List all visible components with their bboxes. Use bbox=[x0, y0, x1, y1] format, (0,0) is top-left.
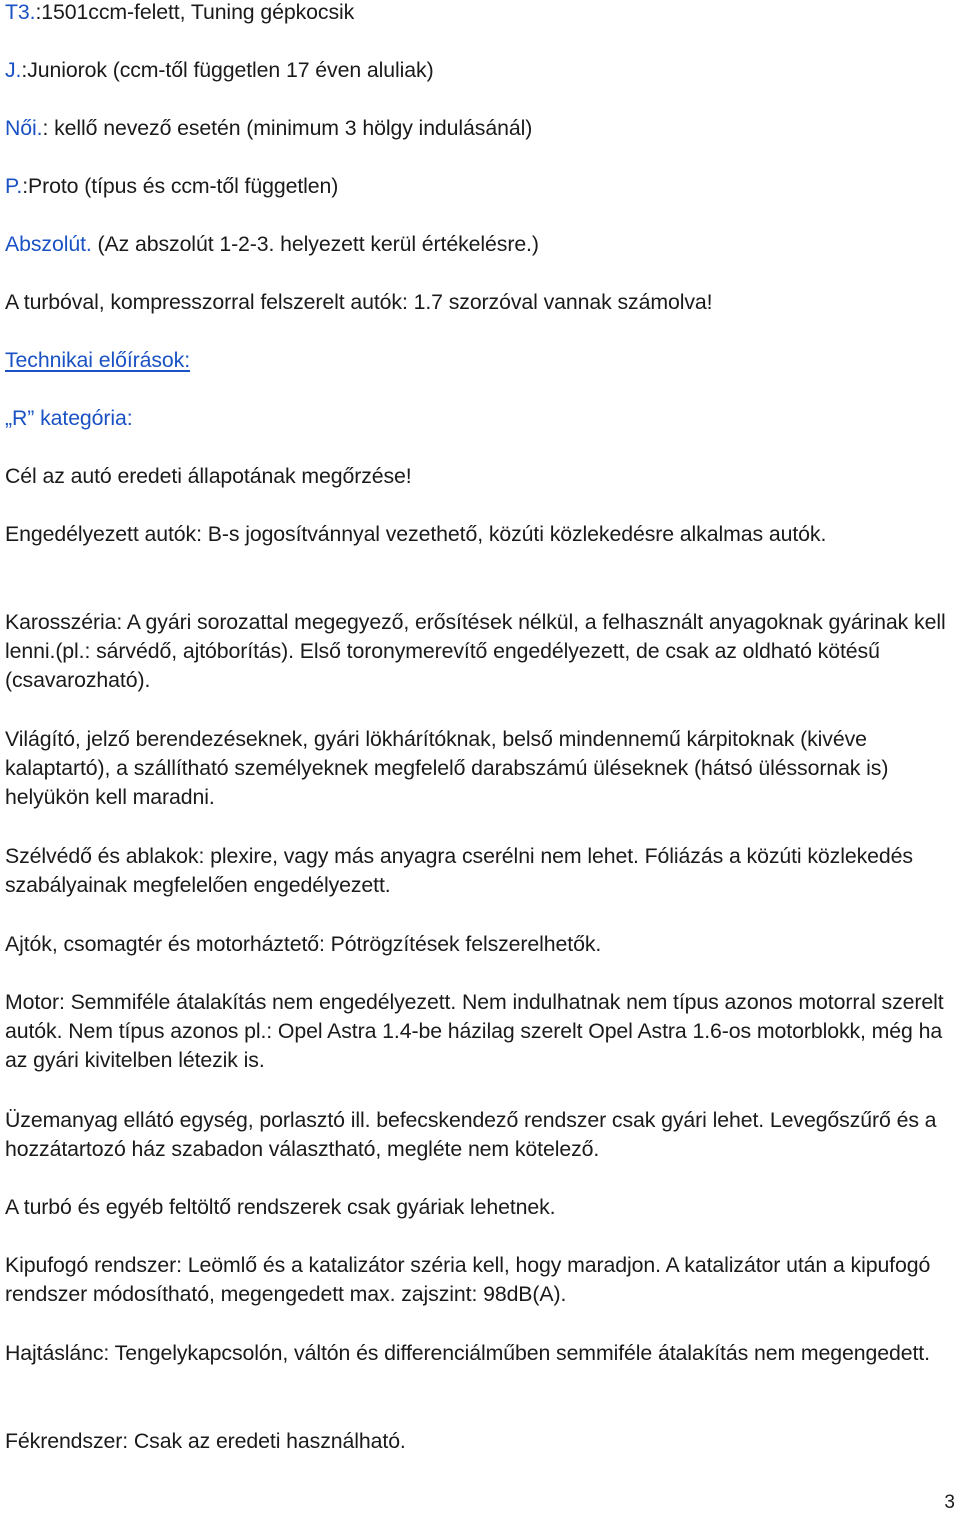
category-description: :1501ccm-felett, Tuning gépkocsik bbox=[35, 0, 355, 24]
category-code: Női. bbox=[5, 116, 43, 140]
rule-doors: Ajtók, csomagtér és motorháztető: Pótrögzítések felszerelhetők. bbox=[5, 932, 602, 956]
rule-goal: Cél az autó eredeti állapotának megőrzése! bbox=[5, 464, 412, 488]
category-code: J. bbox=[5, 58, 22, 82]
rule-fuel-system: Üzemanyag ellátó egység, porlasztó ill. befecskendező rendszer csak gyári lehet. Levegőszűrő és a hozzátartozó ház szabadon választható, megléte nem kötelező. bbox=[5, 1108, 937, 1161]
category-description: (Az abszolút 1-2-3. helyezett kerül értékelésre.) bbox=[91, 232, 539, 256]
rule-brakes: Fékrendszer: Csak az eredeti használható. bbox=[5, 1429, 406, 1453]
category-description: :Juniorok (ccm-től független 17 éven aluliak) bbox=[21, 58, 434, 82]
turbo-multiplier-note: A turbóval, kompresszorral felszerelt autók: 1.7 szorzóval vannak számolva! bbox=[5, 290, 713, 314]
category-noi bbox=[5, 114, 532, 143]
category-code: P. bbox=[5, 174, 23, 198]
category-description: : kellő nevező esetén (minimum 3 hölgy indulásánál) bbox=[42, 116, 533, 140]
rule-motor: Motor: Semmiféle átalakítás nem engedélyezett. Nem indulhatnak nem típus azonos motorral szerelt autók. Nem típus azonos pl.: Opel Astra 1.4-be házilag szerelt Opel Astra 1.6-os motorblokk, még ha az gyári kivitelben létezik is. bbox=[5, 990, 944, 1072]
category-p bbox=[5, 172, 338, 201]
rule-exhaust: Kipufogó rendszer: Leömlő és a katalizátor széria kell, hogy maradjon. A katalizátor után a kipufogó rendszer módosítható, megengedett max. zajszint: 98dB(A). bbox=[5, 1253, 931, 1306]
category-description: :Proto (típus és ccm-től független) bbox=[22, 174, 339, 198]
rule-lights-and-interior: Világító, jelző berendezéseknek, gyári lökhárítóknak, belső mindennemű kárpitoknak (kivéve kalaptartó), a szállítható személyeknek megfelelő darabszámú üléseknek (hátsó üléssornak is) helyükön kell maradni. bbox=[5, 727, 889, 809]
rule-allowed-cars: Engedélyezett autók: B-s jogosítvánnyal vezethető, közúti közlekedésre alkalmas autók. bbox=[5, 522, 827, 546]
category-code: Abszolút. bbox=[5, 232, 92, 256]
page-number: 3 bbox=[944, 1492, 955, 1513]
technical-rules-heading: Technikai előírások: bbox=[5, 348, 191, 372]
rule-windows: Szélvédő és ablakok: plexire, vagy más anyagra cserélni nem lehet. Fóliázás a közúti közlekedés szabályainak megfelelően engedélyezett. bbox=[5, 844, 913, 897]
category-code: T3. bbox=[5, 0, 36, 24]
rule-turbo: A turbó és egyéb feltöltő rendszerek csak gyáriak lehetnek. bbox=[5, 1195, 556, 1219]
rule-drivetrain: Hajtáslánc: Tengelykapcsolón, váltón és differenciálműben semmiféle átalakítás nem megengedett. bbox=[5, 1341, 930, 1365]
category-j bbox=[5, 56, 434, 85]
rule-body: Karosszéria: A gyári sorozattal megegyező, erősítések nélkül, a felhasznált anyagoknak gyárinak kell lenni.(pl.: sárvédő, ajtóborítás). Első toronymerevítő engedélyezett, de csak az oldható kötésű (csavarozható). bbox=[5, 610, 946, 692]
category-abszolut bbox=[5, 230, 539, 259]
category-t3 bbox=[5, 0, 354, 27]
r-category-label: „R” kategória: bbox=[5, 406, 133, 430]
